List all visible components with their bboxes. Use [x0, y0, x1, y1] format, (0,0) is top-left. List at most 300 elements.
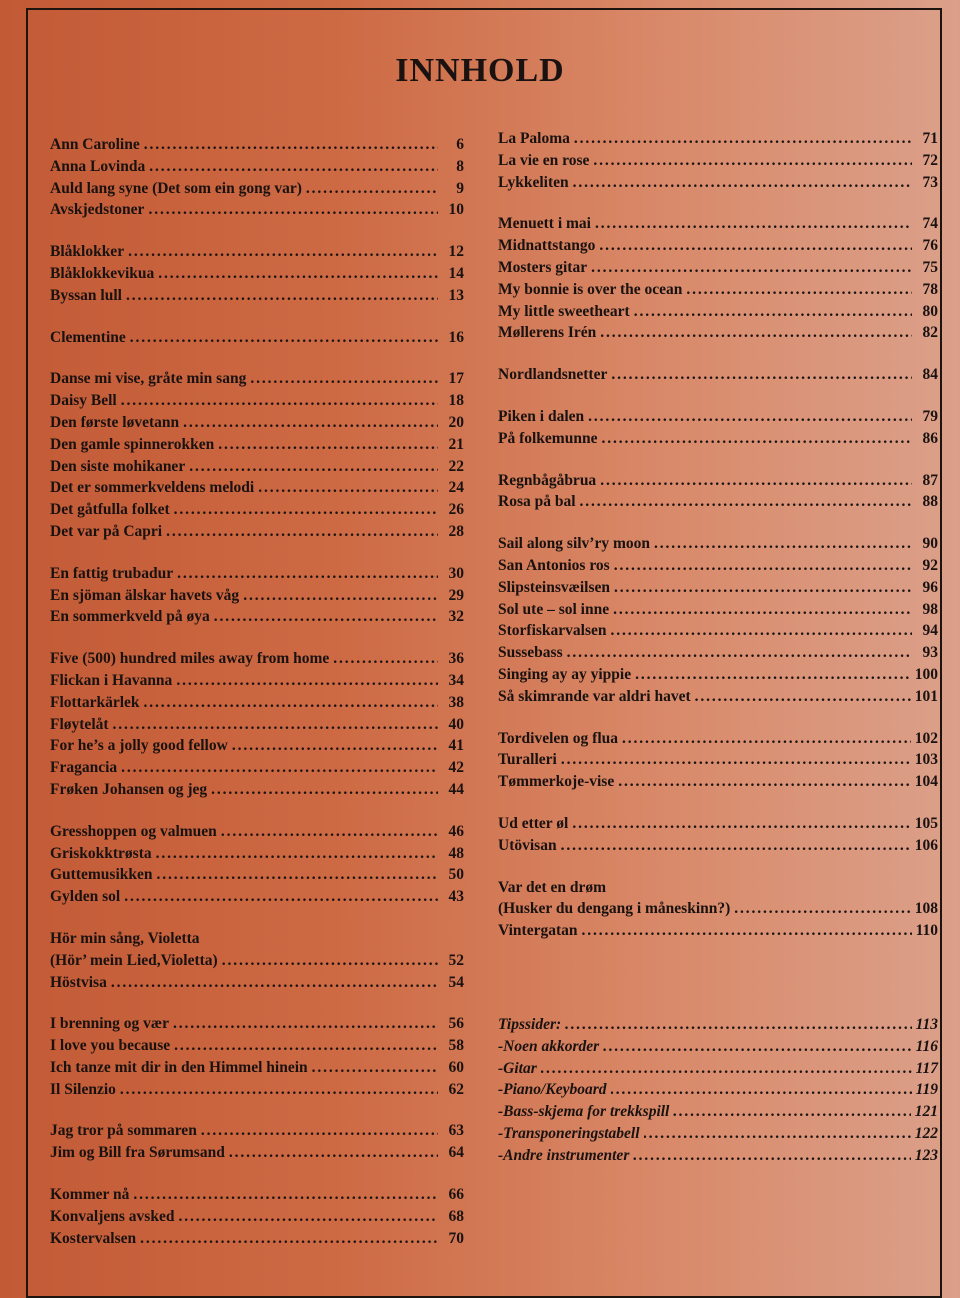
dot-leader — [580, 491, 912, 513]
dot-leader — [600, 322, 912, 344]
song-title: Gylden sol — [50, 888, 121, 906]
page-number: 100 — [914, 665, 938, 683]
song-title: Så skimrande var aldri havet — [498, 687, 691, 705]
song-title: Mosters gitar — [498, 258, 588, 276]
page-number: 80 — [922, 302, 938, 320]
toc-letter-group — [50, 648, 464, 801]
song-title: Det gåtfulla folket — [50, 501, 170, 519]
dot-leader — [591, 257, 912, 279]
song-title: Piken i dalen — [498, 407, 585, 425]
toc-entry — [50, 886, 464, 908]
song-title: Jag tror på sommaren — [50, 1122, 197, 1140]
toc-letter-group — [50, 368, 464, 542]
toc-entry — [498, 1058, 938, 1080]
dot-leader — [258, 477, 438, 499]
song-title: Auld lang syne (Det som ein gong var) — [50, 179, 302, 197]
page-number: 56 — [448, 1015, 464, 1033]
page-number: 58 — [448, 1037, 464, 1055]
toc-entry — [50, 1120, 464, 1142]
toc-entry — [498, 771, 938, 793]
song-title: Flickan i Havanna — [50, 671, 173, 689]
song-title: San Antonios ros — [498, 556, 610, 574]
toc-entry — [50, 1228, 464, 1250]
page-number: 63 — [448, 1122, 464, 1140]
page-number: 12 — [448, 243, 464, 261]
toc-letter-group — [498, 728, 938, 793]
page-number: 46 — [448, 822, 464, 840]
dot-leader — [614, 577, 912, 599]
toc-entry — [498, 599, 938, 621]
page-number: 78 — [922, 280, 938, 298]
song-title: Avskjedstoner — [50, 201, 145, 219]
toc-entry — [50, 134, 464, 156]
toc-entry — [498, 1036, 938, 1058]
page-number: 18 — [448, 392, 464, 410]
dot-leader — [120, 1079, 438, 1101]
song-title: Blåklokker — [50, 243, 125, 261]
song-title: Frøken Johansen og jeg — [50, 780, 208, 798]
dot-leader — [573, 172, 912, 194]
song-title: Il Silenzio — [50, 1080, 116, 1098]
page-number: 68 — [448, 1207, 464, 1225]
dot-leader — [614, 555, 912, 577]
toc-left-column — [50, 134, 464, 1269]
song-title: -Bass-skjema for trekkspill — [498, 1103, 670, 1121]
toc-entry — [50, 477, 464, 499]
toc-letter-group — [50, 241, 464, 306]
song-title: Hör min sång, Violetta — [50, 929, 200, 947]
dot-leader — [221, 821, 438, 843]
toc-entry — [498, 470, 938, 492]
dot-leader — [144, 692, 438, 714]
toc-entry — [50, 1035, 464, 1057]
toc-entry — [498, 1123, 938, 1145]
toc-entry — [498, 1014, 938, 1036]
page-number: 14 — [448, 264, 464, 282]
toc-entry — [498, 533, 938, 555]
toc-entry — [498, 257, 938, 279]
toc-entry — [498, 555, 938, 577]
dot-leader — [158, 263, 438, 285]
dot-leader — [189, 456, 438, 478]
dot-leader — [214, 606, 438, 628]
page-number: 93 — [922, 644, 938, 662]
song-title: Daisy Bell — [50, 392, 117, 410]
dot-leader — [178, 1206, 438, 1228]
dot-leader — [600, 470, 912, 492]
toc-entry — [50, 241, 464, 263]
song-title: Kommer nå — [50, 1186, 130, 1204]
dot-leader — [133, 1184, 438, 1206]
page-number: 98 — [922, 600, 938, 618]
toc-entry — [50, 412, 464, 434]
page-number: 40 — [448, 715, 464, 733]
song-title: I love you because — [50, 1037, 171, 1055]
dot-leader — [126, 285, 438, 307]
toc-entry — [50, 199, 464, 221]
page-number: 119 — [915, 1081, 938, 1099]
toc-entry — [50, 499, 464, 521]
song-title: Menuett i mai — [498, 215, 591, 233]
dot-leader — [222, 950, 438, 972]
song-title: Ich tanze mit dir in den Himmel hinein — [50, 1058, 308, 1076]
dot-leader — [130, 327, 438, 349]
toc-entry — [498, 664, 938, 686]
page-number: 75 — [922, 258, 938, 276]
toc-entry — [498, 920, 938, 942]
toc-letter-group — [50, 134, 464, 221]
page-number: 74 — [922, 215, 938, 233]
song-title: Jim og Bill fra Sørumsand — [50, 1144, 225, 1162]
page-number: 52 — [448, 951, 464, 969]
page-number: 34 — [448, 671, 464, 689]
dot-leader — [588, 406, 912, 428]
page-number: 121 — [914, 1103, 938, 1121]
page-number: 110 — [915, 922, 938, 940]
toc-entry — [50, 864, 464, 886]
page-number: 122 — [914, 1124, 938, 1142]
song-title: Nordlandsnetter — [498, 366, 608, 384]
toc-entry — [498, 642, 938, 664]
toc-entry — [50, 757, 464, 779]
dot-leader — [565, 1014, 911, 1036]
toc-entry — [498, 235, 938, 257]
song-title: Rosa på bal — [498, 493, 576, 511]
page-number: 24 — [448, 479, 464, 497]
dot-leader — [613, 599, 912, 621]
song-title: Anna Lovinda — [50, 157, 146, 175]
dot-leader — [611, 1079, 912, 1101]
toc-entry — [498, 150, 938, 172]
dot-leader — [644, 1123, 911, 1145]
toc-entry — [498, 835, 938, 857]
toc-entry — [498, 577, 938, 599]
dot-leader — [201, 1120, 438, 1142]
toc-entry — [50, 950, 464, 972]
song-title: Den første løvetann — [50, 413, 180, 431]
song-title: (Husker du dengang i måneskinn?) — [498, 900, 731, 918]
dot-leader — [595, 213, 912, 235]
toc-letter-group — [50, 327, 464, 349]
song-title: Tordivelen og flua — [498, 729, 618, 747]
toc-entry — [498, 620, 938, 642]
toc-entry — [50, 821, 464, 843]
dot-leader — [166, 521, 438, 543]
page-number: 102 — [914, 729, 938, 747]
page-number: 76 — [922, 237, 938, 255]
song-title: Slipsteinsvæilsen — [498, 578, 610, 596]
toc-entry — [50, 456, 464, 478]
dot-leader — [593, 150, 912, 172]
page-number: 72 — [922, 151, 938, 169]
page-number: 123 — [914, 1146, 938, 1164]
toc-letter-group — [498, 128, 938, 193]
toc-letter-group — [498, 406, 938, 450]
page-number: 105 — [914, 814, 938, 832]
toc-entry — [50, 263, 464, 285]
song-title: På folkemunne — [498, 429, 598, 447]
song-title: En sommerkveld på øya — [50, 608, 210, 626]
dot-leader — [124, 886, 438, 908]
tips-section — [498, 1014, 938, 1167]
page-number: 82 — [922, 324, 938, 342]
toc-entry — [50, 1079, 464, 1101]
toc-entry — [50, 285, 464, 307]
song-title: Clementine — [50, 328, 126, 346]
toc-entry — [50, 390, 464, 412]
page-number: 10 — [448, 201, 464, 219]
page-number: 62 — [448, 1080, 464, 1098]
song-title: En fattig trubadur — [50, 564, 174, 582]
page-number: 38 — [448, 693, 464, 711]
song-title: Gresshoppen og valmuen — [50, 822, 217, 840]
page-number: 104 — [914, 773, 938, 791]
toc-entry — [50, 1206, 464, 1228]
dot-leader — [654, 533, 912, 555]
song-title: Byssan lull — [50, 286, 122, 304]
page-number: 71 — [922, 130, 938, 147]
toc-entry — [498, 749, 938, 771]
toc-entry — [498, 279, 938, 301]
song-title: Vintergatan — [498, 922, 578, 940]
toc-entry — [50, 648, 464, 670]
song-title: Sail along silv’ry moon — [498, 535, 651, 553]
toc-letter-group — [50, 1013, 464, 1100]
toc-entry — [50, 714, 464, 736]
toc-entry — [50, 585, 464, 607]
song-title: Utövisan — [498, 836, 557, 854]
page-number: 54 — [448, 973, 464, 991]
toc-entry — [498, 364, 938, 386]
song-title: Møllerens Irén — [498, 324, 597, 342]
dot-leader — [582, 920, 912, 942]
dot-leader — [128, 241, 438, 263]
song-title: Five (500) hundred miles away from home — [50, 650, 330, 668]
song-title: En sjöman älskar havets våg — [50, 586, 240, 604]
page-number: 94 — [922, 622, 938, 640]
song-title: Ud etter øl — [498, 814, 569, 832]
toc-entry — [50, 156, 464, 178]
dot-leader — [734, 898, 910, 920]
song-title: -Noen akkorder — [498, 1037, 600, 1055]
page-number: 13 — [448, 286, 464, 304]
page-number: 84 — [922, 366, 938, 384]
song-title: My little sweetheart — [498, 302, 630, 320]
page-number: 66 — [448, 1186, 464, 1204]
toc-entry — [50, 692, 464, 714]
song-title: My bonnie is over the ocean — [498, 280, 683, 298]
page-number: 26 — [448, 501, 464, 519]
toc-entry — [50, 178, 464, 200]
page-number: 60 — [448, 1058, 464, 1076]
song-title: Den siste mohikaner — [50, 457, 186, 475]
dot-leader — [183, 412, 438, 434]
page-number: 29 — [448, 586, 464, 604]
toc-entry — [50, 670, 464, 692]
page-number: 103 — [914, 751, 938, 769]
page-number: 28 — [448, 522, 464, 540]
dot-leader — [611, 364, 912, 386]
page-number: 87 — [922, 471, 938, 489]
dot-leader — [149, 156, 438, 178]
toc-entry — [50, 843, 464, 865]
toc-entry — [50, 563, 464, 585]
toc-entry — [498, 813, 938, 835]
dot-leader — [611, 620, 913, 642]
page-number: 22 — [448, 457, 464, 475]
dot-leader — [618, 771, 911, 793]
toc-letter-group — [498, 813, 938, 857]
dot-leader — [686, 279, 912, 301]
toc-entry — [498, 728, 938, 750]
toc-entry — [498, 301, 938, 323]
dot-leader — [229, 1142, 438, 1164]
song-title: Höstvisa — [50, 973, 107, 991]
song-title: Midnattstango — [498, 237, 596, 255]
page-number: 43 — [448, 888, 464, 906]
page-number: 8 — [456, 157, 464, 175]
song-title: La vie en rose — [498, 151, 590, 169]
dot-leader — [541, 1058, 912, 1080]
page-number: 21 — [448, 435, 464, 453]
page-number: 32 — [448, 608, 464, 626]
toc-entry — [50, 606, 464, 628]
toc-entry — [498, 1079, 938, 1101]
toc-entry — [498, 686, 938, 708]
song-title: (Hör’ mein Lied,Violetta) — [50, 951, 218, 969]
song-title: -Gitar — [498, 1059, 537, 1077]
song-title: Tømmerkoje-vise — [498, 773, 615, 791]
dot-leader — [177, 563, 438, 585]
toc-entry — [498, 877, 938, 899]
song-title: I brenning og vær — [50, 1015, 169, 1033]
toc-entry — [50, 1013, 464, 1035]
dot-leader — [250, 368, 438, 390]
toc-letter-group — [498, 877, 938, 942]
dot-leader — [695, 686, 911, 708]
toc-entry — [50, 928, 464, 950]
song-title: Konvaljens avsked — [50, 1207, 175, 1225]
song-title: Kostervalsen — [50, 1229, 137, 1247]
song-title: Singing ay ay yippie — [498, 665, 632, 683]
dot-leader — [634, 301, 912, 323]
song-title: -Transponeringstabell — [498, 1124, 640, 1142]
page-number: 116 — [915, 1037, 938, 1055]
toc-entry — [498, 406, 938, 428]
toc-entry — [50, 735, 464, 757]
dot-leader — [121, 757, 438, 779]
toc-entry — [50, 1184, 464, 1206]
song-title: La Paloma — [498, 130, 570, 147]
dot-leader — [312, 1057, 438, 1079]
toc-letter-group — [498, 213, 938, 344]
song-title: Fløytelåt — [50, 715, 109, 733]
dot-leader — [176, 670, 438, 692]
song-title: -Piano/Keyboard — [498, 1081, 607, 1099]
page-number: 70 — [448, 1229, 464, 1247]
page-number: 30 — [448, 564, 464, 582]
dot-leader — [599, 235, 912, 257]
dot-leader — [635, 664, 911, 686]
song-title: Fragancia — [50, 759, 118, 777]
page-number: 92 — [922, 556, 938, 574]
toc-entry — [50, 1142, 464, 1164]
song-title: Den gamle spinnerokken — [50, 435, 215, 453]
page-number: 96 — [922, 578, 938, 596]
dot-leader — [140, 1228, 438, 1250]
page-number: 6 — [456, 136, 464, 153]
dot-leader — [243, 585, 438, 607]
page-number: 50 — [448, 866, 464, 884]
page-number: 16 — [448, 328, 464, 346]
dot-leader — [156, 843, 438, 865]
song-title: Det er sommerkveldens melodi — [50, 479, 255, 497]
dot-leader — [622, 728, 911, 750]
song-title: Flottarkärlek — [50, 693, 140, 711]
page-number: 41 — [448, 737, 464, 755]
dot-leader — [306, 178, 438, 200]
page-number: 44 — [448, 780, 464, 798]
dot-leader — [173, 1013, 438, 1035]
dot-leader — [333, 648, 438, 670]
song-title: Lykkeliten — [498, 173, 569, 191]
page-number: 64 — [448, 1144, 464, 1162]
page-number: 48 — [448, 844, 464, 862]
page-title: INNHOLD — [395, 52, 565, 89]
song-title: Var det en drøm — [498, 878, 607, 896]
song-title: Regnbågåbrua — [498, 471, 597, 489]
page-number: 42 — [448, 759, 464, 777]
toc-letter-group — [50, 821, 464, 908]
toc-right-column — [498, 128, 938, 1186]
toc-entry — [50, 1057, 464, 1079]
song-title: Guttemusikken — [50, 866, 153, 884]
toc-entry — [50, 368, 464, 390]
toc-entry — [50, 327, 464, 349]
toc-entry — [498, 1101, 938, 1123]
dot-leader — [572, 813, 910, 835]
song-title: Ann Caroline — [50, 136, 140, 153]
song-title: Sol ute – sol inne — [498, 600, 610, 618]
dot-leader — [574, 128, 912, 150]
toc-letter-group — [498, 533, 938, 707]
toc-letter-group — [50, 928, 464, 993]
dot-leader — [232, 735, 438, 757]
dot-leader — [174, 499, 438, 521]
dot-leader — [111, 972, 438, 994]
song-title: Griskokktrøsta — [50, 844, 152, 862]
page-number: 73 — [922, 173, 938, 191]
dot-leader — [561, 749, 911, 771]
dot-leader — [567, 642, 912, 664]
toc-letter-group — [498, 364, 938, 386]
page-number: 88 — [922, 493, 938, 511]
page-number: 86 — [922, 429, 938, 447]
song-title: Turalleri — [498, 751, 557, 769]
toc-entry — [498, 172, 938, 194]
song-title: Det var på Capri — [50, 522, 163, 540]
song-title: Danse mi vise, gråte min sang — [50, 370, 247, 388]
dot-leader — [157, 864, 439, 886]
song-title: -Andre instrumenter — [498, 1146, 630, 1164]
song-title: Tipssider: — [498, 1015, 562, 1033]
song-title: Storfiskarvalsen — [498, 622, 607, 640]
toc-letter-group — [50, 1184, 464, 1249]
toc-letter-group — [498, 470, 938, 514]
dot-leader — [601, 428, 912, 450]
page-number: 101 — [914, 687, 938, 705]
dot-leader — [148, 199, 438, 221]
